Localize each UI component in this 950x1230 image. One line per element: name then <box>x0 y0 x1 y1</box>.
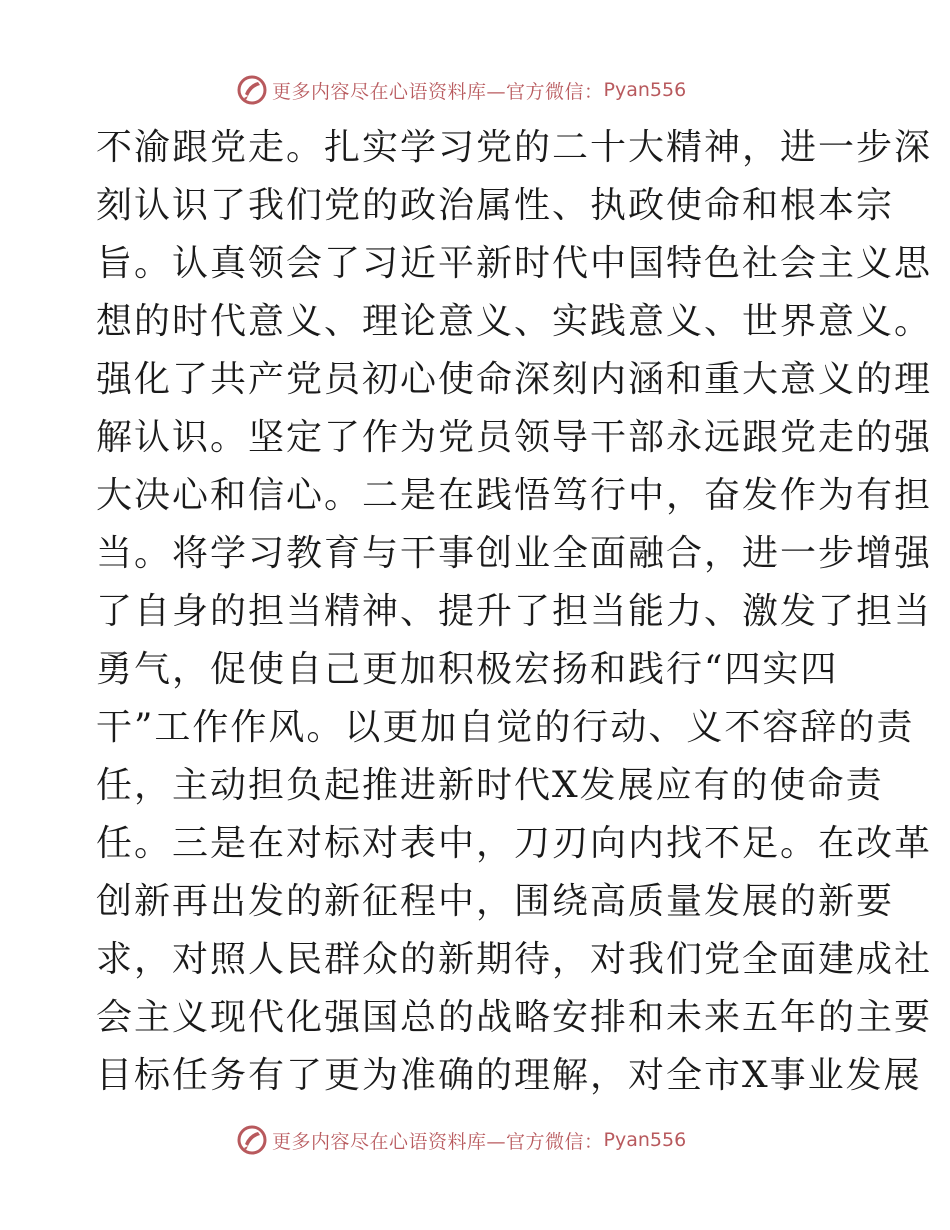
seal-logo-icon <box>236 1124 268 1156</box>
footer-wechat-handle: Pyan556 <box>603 1129 687 1151</box>
body-line: 大决心和信心。二是在践悟笃行中，奋发作为有担 <box>96 475 933 516</box>
body-line: 刻认识了我们党的政治属性、执政使命和根本宗 <box>96 185 895 226</box>
body-line: 旨。认真领会了习近平新时代中国特色社会主义思 <box>96 243 933 284</box>
footer-banner <box>236 1122 716 1158</box>
body-line: 任。三是在对标对表中，刀刃向内找不足。在改革 <box>96 823 933 864</box>
body-line: 任，主动担负起推进新时代X发展应有的使命责 <box>96 765 884 806</box>
body-line: 当。将学习教育与干事创业全面融合，进一步增强 <box>96 533 933 574</box>
body-line: 会主义现代化强国总的战略安排和未来五年的主要 <box>96 997 933 1038</box>
header-brand-text: 更多内容尽在心语资料库—官方微信： <box>272 80 604 103</box>
header-wechat-handle: Pyan556 <box>603 79 687 101</box>
body-line: 创新再出发的新征程中，围绕高质量发展的新要 <box>96 881 895 922</box>
document-body <box>96 119 933 1105</box>
footer-brand-text: 更多内容尽在心语资料库—官方微信： <box>272 1130 604 1153</box>
body-line: 解认识。坚定了作为党员领导干部永远跟党走的强 <box>96 417 933 458</box>
seal-logo-icon <box>236 74 268 106</box>
body-line: 求，对照人民群众的新期待，对我们党全面建成社 <box>96 939 933 980</box>
body-line: 强化了共产党员初心使命深刻内涵和重大意义的理 <box>96 359 933 400</box>
body-line: 勇气，促使自己更加积极宏扬和践行“四实四 <box>96 649 839 690</box>
body-line: 目标任务有了更为准确的理解，对全市X事业发展 <box>96 1055 922 1096</box>
body-line: 想的时代意义、理论意义、实践意义、世界意义。 <box>96 301 933 342</box>
body-line: 了自身的担当精神、提升了担当能力、激发了担当 <box>96 591 933 632</box>
body-line: 干”工作作风。以更加自觉的行动、义不容辞的责 <box>96 707 915 748</box>
body-line: 不渝跟党走。扎实学习党的二十大精神，进一步深 <box>96 127 933 168</box>
header-banner <box>236 72 716 108</box>
